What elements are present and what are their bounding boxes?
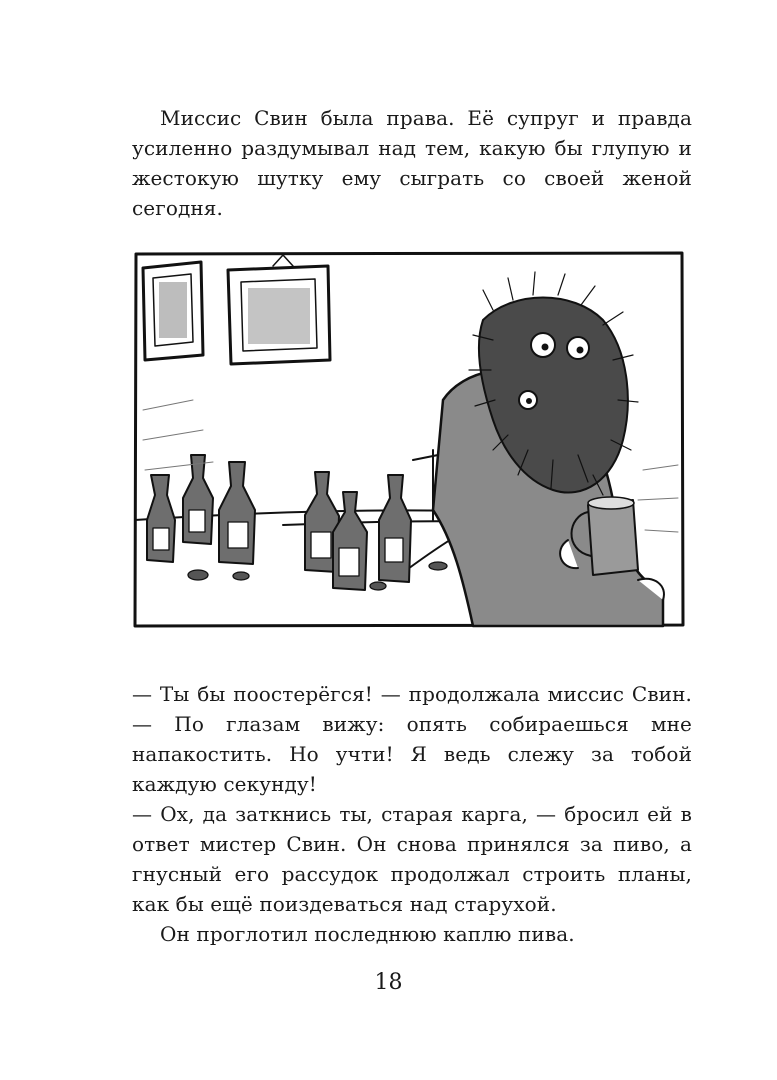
paragraph-mrs-twit: — Ты бы поостерёгся! — продолжала миссис Свин. — По глазам вижу: опять собираешься мне напакостить. Но учти! Я ведь слежу за тобой каждую секунду!	[132, 682, 692, 796]
page-number: 18	[374, 970, 403, 995]
paragraph-intro: Миссис Свин была права. Её супруг и правда усиленно раздумывал над тем, какую бы глупую и жестокую шутку ему сыграть со своей женой сегодня.	[132, 106, 692, 220]
paragraph-mr-twit: — Ох, да заткнись ты, старая карга, — бросил ей в ответ мистер Свин. Он снова принялся за пиво, а гнусный его рассудок продолжал строить планы, как бы ещё поиздеваться над старухой.	[132, 802, 692, 916]
top-text-block	[132, 103, 692, 223]
illustration-man-with-beer-bottles	[133, 250, 685, 628]
paragraph-last-drop: Он проглотил последнюю каплю пива.	[160, 922, 575, 946]
bottom-text-block	[132, 679, 692, 949]
ink-drawing-man-with-bottles-icon	[135, 253, 683, 626]
